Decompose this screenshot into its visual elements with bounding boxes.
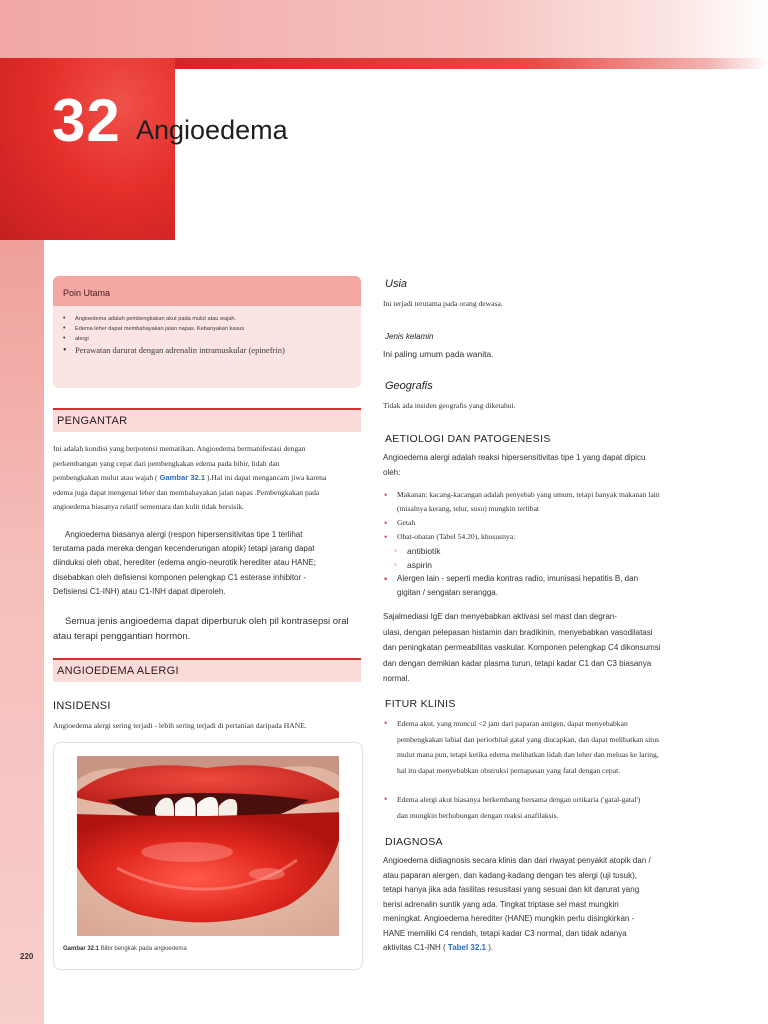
aetiologi-paragraph [383,609,723,687]
geografis-text: Tidak ada insiden geografis yang diketahui. [383,401,516,410]
section-heading-angioedema-alergi: ANGIOEDEMA ALERGI [53,658,361,682]
text-line: mulut mana pun, tetapi ketika edema melibatkan lidah dan leher dan meluas ke laring, [397,750,659,759]
text-line: tetapi hanya jika ada fasilitas resusitasi yang sesuai dan kit darurat yang [383,885,640,894]
text-line: atau paparan alergen, dan kadang-kadang dengan tes alergi (uji tusuk), [383,870,637,880]
fitur-klinis-heading: FITUR KLINIS [385,698,456,710]
list-item [397,792,737,823]
figure-reference-link[interactable]: Gambar 32.1 [159,473,206,483]
text-line: Angioedema didiagnosis secara klinis dan dari riwayat penyakit atopik dan / [383,856,651,865]
text-line: normal. [383,674,410,683]
text-line: dan mungkin berhubungan dengan reaksi anafilaksis. [397,810,559,820]
diagnosa-heading: DIAGNOSA [385,836,443,848]
list-item [397,716,737,778]
text-line: diinduksi oleh obat, herediter (edema angio-neurotik herediter atau HANE; [53,558,316,568]
text-line: hal itu dapat menyebabkan obstruksi pernapasan yang fatal dengan cepat. [397,765,621,775]
text-line: Ini adalah kondisi yang berpotensi mematikan. Angioedema bermanifestasi dengan [53,444,306,453]
page-number: 220 [20,952,34,961]
text-line: Angioedema alergi adalah reaksi hipersensitivitas tipe 1 yang dapat dipicu [383,453,646,462]
pengantar-paragraph-3 [53,614,365,644]
text-line [383,941,723,956]
text-line: HANE memiliki C4 rendah, tetapi kadar C3 normal, dan tidak adanya [383,928,627,938]
text-line: pembengkakan labial dan periorbital gatal yang diucapkan, dan dapat melibatkan situs [397,734,660,744]
text-line: Sajalmediasi IgE dan menyebabkan aktivasi sel mast dan degran- [383,612,617,621]
key-point-item: • Angioedema adalah pembengkakan akut pada mulut atau wajah. [75,314,351,324]
text-span: gigitan / sengatan serangga. [397,588,498,597]
jenis-kelamin-text: Ini paling umum pada wanita. [383,349,494,359]
text-line: berisi adrenalin suntik yang ada. Tingkat triptase sel mast mungkin [383,899,619,909]
chapter-number: 32 [52,87,121,154]
text-line: terutama pada mereka dengan kecenderungan atopik) tetapi jarang dapat [53,544,315,554]
text-span: aktivitas C1-INH ( [383,943,448,952]
aetiologi-trigger-list [383,488,727,600]
text-line [53,471,363,486]
figure-caption-text: Bibir bengkak pada angioedema [99,946,187,952]
figure-caption [63,946,187,952]
header-top-band [0,0,768,58]
usia-heading: Usia [385,278,408,290]
insidensi-text: Angioedema alergi sering terjadi - lebih sering terjadi di pertanian daripada HANE. [53,721,307,730]
aetiologi-heading: AETIOLOGI DAN PATOGENESIS [385,433,551,445]
insidensi-heading: INSIDENSI [53,700,111,712]
table-reference-link[interactable]: Tabel 32.1 [447,943,486,952]
list-item [397,488,727,516]
aetiologi-intro [383,451,723,480]
text-line: edema juga dapat mengenai leher dan membahayakan jalan napas .Pembengkakan pada [53,487,320,497]
list-item: • Obat-obatan (Tabel 54.20), khususnya: [397,530,727,544]
text-line: disebabkan oleh defisiensi komponen pelengkap C1 esterase inhibitor - [53,572,307,582]
text-line: dan dengan demikian kadar plasma turun, tetapi kadar C1 dan C3 biasanya [383,658,652,668]
text-line: atau terapi penggantian hormon. [53,631,191,642]
key-points-title: Poin Utama [53,276,361,306]
chapter-title: Angioedema [136,115,288,145]
list-subitem: ◦ aspirin [397,558,727,572]
text-line: perkembangan yang cepat dari pembengkakan edema pada bibir, lidah dan [53,458,280,468]
left-margin-strip [0,240,44,1024]
jenis-kelamin-heading: Jenis kelamin [385,332,434,341]
text-span: ).Hal ini dapat mengancam jiwa karena [205,473,327,483]
key-point-item: • alergi [75,334,351,344]
text-line: angioedema biasanya relatif sementara dan kulit tidak bersisik. [53,502,245,512]
text-line: • Edema akut, yang muncul <2 jam dari paparan antigen, dapat menyebabkan [397,719,628,728]
text-line: dan peningkatan permeabilitas vaskular. Komponen pelengkap C4 dikonsumsi [383,643,661,652]
usia-text: Ini terjadi terutama pada orang dewasa. [383,299,503,308]
text-line: Semua jenis angioedema dapat diperburuk oleh pil kontrasepsi oral [65,616,349,627]
key-point-item: • Edema leher dapat membahayakan jalan napas. Kebanyakan kasus [75,324,351,334]
pengantar-paragraph-2 [53,528,365,599]
text-span: Alergen lain - seperti media kontras radio, imunisasi hepatitis B, dan [397,574,639,583]
diagnosa-paragraph [383,854,723,956]
text-line: • Edema alergi akut biasanya berkembang bersama dengan urtikaria ('gatal-gatal') [397,795,641,804]
text-line: oleh: [383,467,401,477]
text-line: Defisiensi C1-INH) atau C1-INH dapat diperoleh. [53,586,226,596]
text-span: (misalnya kerang, telur, susu) mungkin terlibat [397,504,540,513]
text-line: meningkat. Angioedema herediter (HANE) mungkin perlu disingkirkan - [383,914,635,923]
section-heading-pengantar: PENGANTAR [53,408,361,432]
text-span: ). [486,943,494,952]
text-line: ulasi, dengan pelepasan histamin dan bradikinin, menyebabkan vasodilatasi [383,627,653,637]
header-red-band [175,58,768,69]
key-points-list [53,314,361,357]
list-item: • Getah [397,516,727,530]
figure-label: Gambar 32.1 [63,946,100,952]
text-span: Makanan: kacang-kacangan adalah penyebab yang umum, tetapi banyak makanan lain [397,490,660,499]
pengantar-paragraph-1 [53,442,363,515]
text-span: pembengkakan mulut atau wajah ( [53,473,160,483]
list-subitem: ◦ antibiotik [397,544,727,558]
key-point-item: • Perawatan darurat dengan adrenalin intramuskular (epinefrin) [75,344,351,357]
geografis-heading: Geografis [385,380,433,392]
list-item [397,572,727,600]
key-points-box [53,276,361,388]
text-line: Angioedema biasanya alergi (respon hipersensitivitas tipe 1 terlihat [65,530,303,539]
swollen-lips-photo [77,756,339,936]
fitur-klinis-list [383,716,737,823]
